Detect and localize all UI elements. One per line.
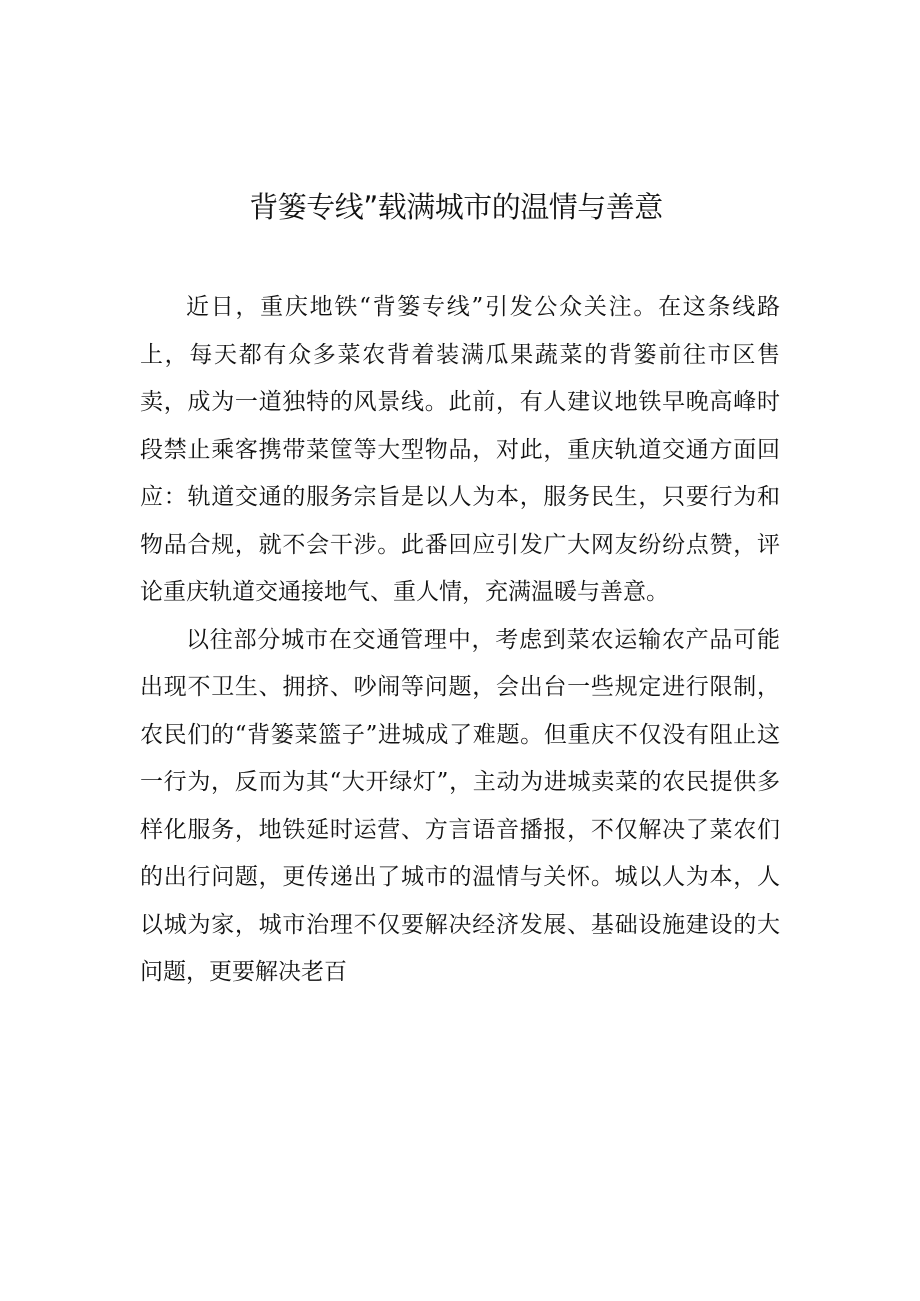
- paragraph-1: 近日，重庆地铁“背篓专线”引发公众关注。在这条线路上，每天都有众多菜农背着装满瓜果蔬菜的背篓前往市区售卖，成为一道独特的风景线。此前，有人建议地铁早晚高峰时段禁止乘客携带菜筐等大型物品，对此，重庆轨道交通方面回应：轨道交通的服务宗旨是以人为本，服务民生，只要行为和物品合规，就不会干涉。此番回应引发广大网友纷纷点赞，评论重庆轨道交通接地气、重人情，充满温暖与善意。: [140, 294, 780, 605]
- paragraph-2: 以往部分城市在交通管理中，考虑到菜农运输农产品可能出现不卫生、拥挤、吵闹等问题，会出台一些规定进行限制，农民们的“背篓菜篮子”进城成了难题。但重庆不仅没有阻止这一行为，反而为其“大开绿灯”，主动为进城卖菜的农民提供多样化服务，地铁延时运营、方言语音播报，不仅解决了菜农们的出行问题，更传递出了城市的温情与关怀。城以人为本，人以城为家，城市治理不仅要解决经济发展、基础设施建设的大问题，更要解决老百: [140, 626, 780, 985]
- document-body: [140, 284, 780, 997]
- document-title: 背篓专线”载满城市的温情与善意: [249, 190, 663, 224]
